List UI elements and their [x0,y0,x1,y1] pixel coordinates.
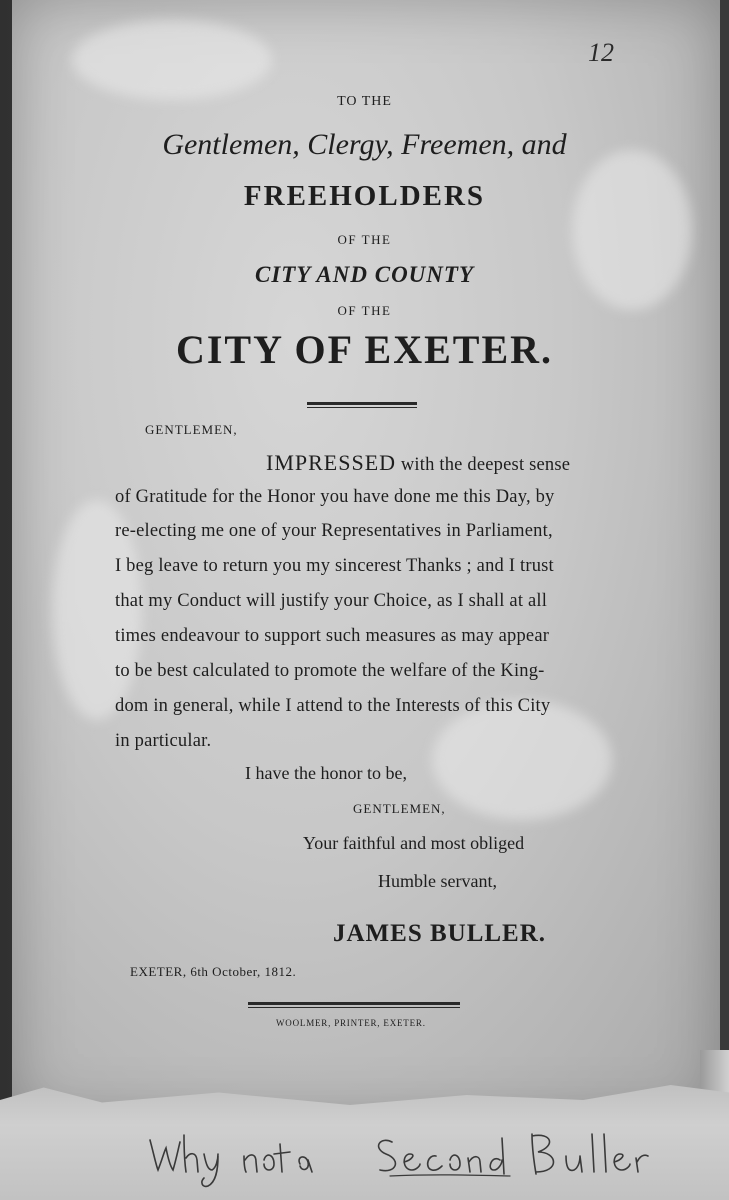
body-line: of Gratitude for the Honor you have done me this Day, by [115,487,555,507]
divider-rule [248,1002,460,1008]
paper-stain [72,20,272,100]
heading-to-the: TO THE [337,94,392,109]
heading-city-and-county: CITY AND COUNTY [254,262,474,287]
body-line: re-electing me one of your Representatives in Parliament, [115,521,553,541]
body-line: dom in general, while I attend to the Interests of this City [115,696,551,716]
body-line: in particular. [115,731,212,751]
body-line: to be best calculated to promote the welfare of the King- [115,661,545,681]
body-line: times endeavour to support such measures as may appear [115,626,550,646]
heading-of-the: OF THE [337,303,392,318]
body-line: that my Conduct will justify your Choice, as I shall at all [115,591,548,611]
closing-line: I have the honor to be, [245,763,407,783]
heading-city-of-exeter: CITY OF EXETER. [175,327,554,372]
printer-imprint: WOOLMER, PRINTER, EXETER. [276,1018,426,1028]
paper-stain [432,700,612,820]
salutation: GENTLEMEN, [145,422,238,437]
closing-line: Your faithful and most obliged [303,833,525,853]
heading-freeholders: FREEHOLDERS [243,180,486,212]
signature-name: JAMES BULLER. [333,920,547,947]
divider-rule [307,402,417,408]
dropcap-word: IMPRESSED [266,450,397,475]
heading-of-the: OF THE [337,232,392,247]
page-number: 12 [588,38,614,67]
place-date: EXETER, 6th October, 1812. [130,964,297,979]
body-line: I beg leave to return you my sincerest Thanks ; and I trust [115,556,554,576]
handwritten-note-image [140,1120,660,1190]
body-first-line [266,450,570,476]
heading-addressee: Gentlemen, Clergy, Freemen, and [162,128,567,161]
closing-gentlemen: GENTLEMEN, [353,801,446,816]
body-first-line-rest: with the deepest sense [396,455,571,475]
closing-line: Humble servant, [378,871,497,891]
